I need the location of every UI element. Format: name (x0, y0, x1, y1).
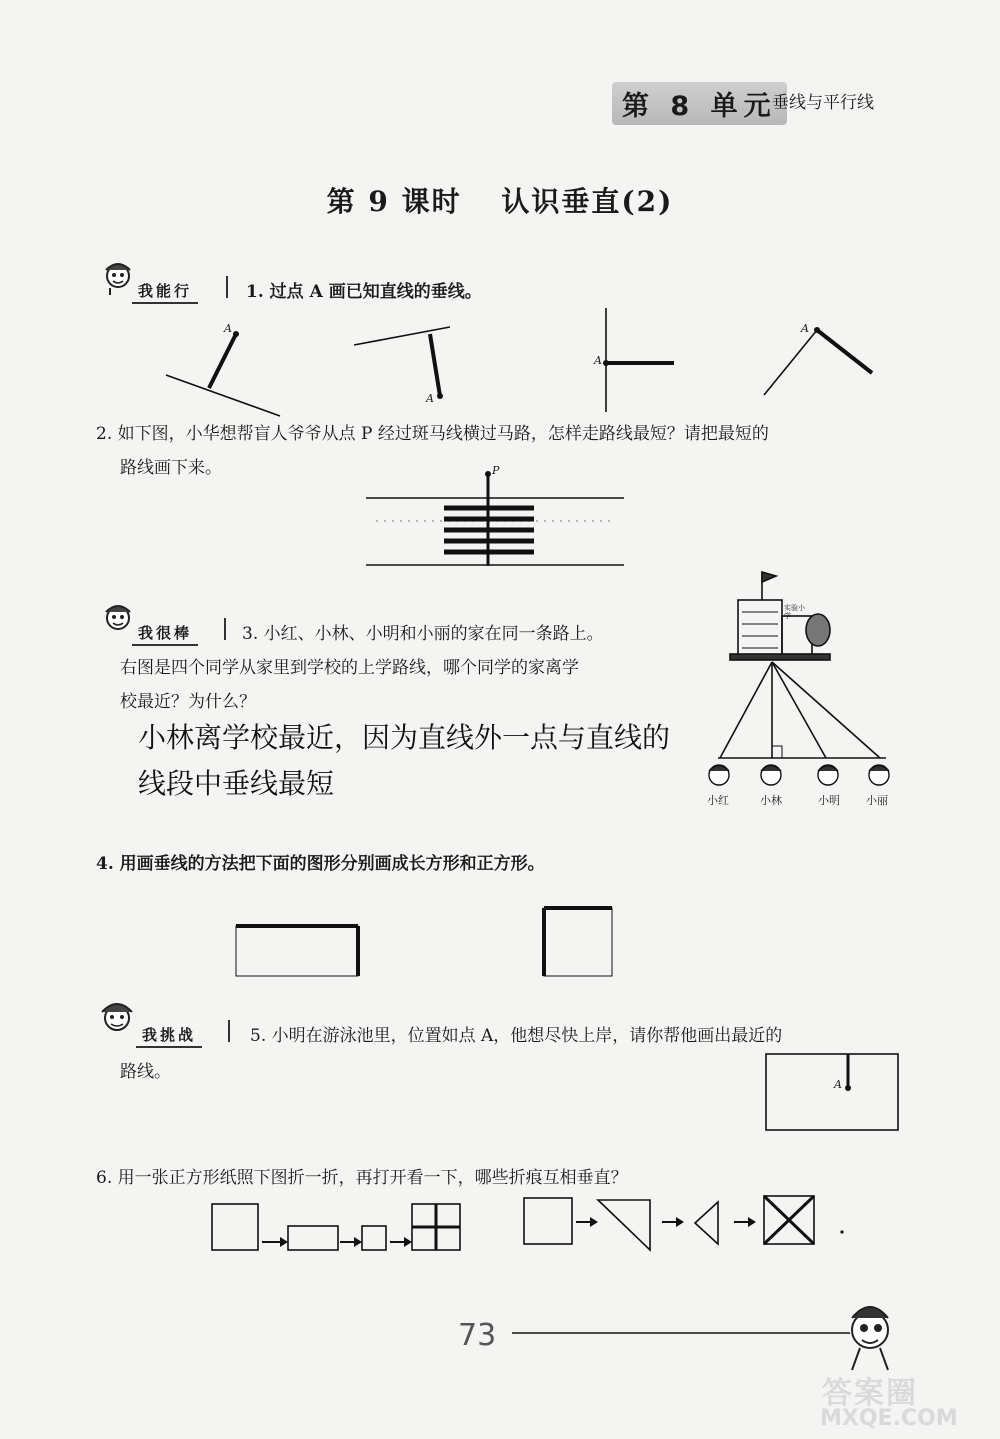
q1-point-a-label: A (224, 322, 232, 335)
question-3-line1: 3. 小红、小林、小明和小丽的家在同一条路上。 (242, 624, 604, 644)
q3-school-base (730, 654, 830, 660)
q1-fig4-answer-line (817, 330, 872, 373)
kid-name-xiaoming: 小明 (818, 794, 840, 807)
q6-seq2-triangle (598, 1200, 650, 1250)
q4-rectangle-target (236, 926, 358, 976)
q3-kid-faces (709, 765, 889, 785)
q1-fig1-given-line (166, 375, 280, 416)
kid-name-xiaoli: 小丽 (866, 794, 888, 807)
question-2-line1: 2. 如下图，小华想帮盲人爷爷从点 P 经过斑马线横过马路，怎样走路线最短？请把最短的 (96, 424, 769, 444)
q1-fig2-answer-line (430, 334, 440, 396)
question-1: 1. 过点 A 画已知直线的垂线。 (246, 282, 482, 302)
q6-seq2-square (524, 1198, 572, 1244)
footer-mascot-icon (852, 1307, 888, 1370)
watermark-url: MXQE.COM (820, 1406, 958, 1431)
lesson-number: 第 9 课时 (326, 185, 462, 218)
question-5-line1: 5. 小明在游泳池里，位置如点 A，他想尽快上岸，请你帮他画出最近的 (250, 1026, 783, 1046)
kid-name-xiaolin: 小林 (760, 794, 782, 807)
q1-point-a-label: A (801, 322, 809, 335)
unit-header: 第 8 单元 (612, 82, 787, 125)
question-3-line2: 右图是四个同学从家里到学校的上学路线，哪个同学的家离学 (120, 658, 579, 678)
q3-school-sign: 实验小学 (784, 604, 805, 620)
answer-q3-line2: 线段中垂线最短 (138, 767, 335, 800)
q5-pool (766, 1054, 898, 1130)
badge-level2: 我很棒 (132, 622, 198, 646)
q3-school-windows (742, 612, 778, 648)
answer-q3-line1: 小林离学校最近，因为直线外一点与直线的 (138, 721, 671, 754)
lesson-name: 认识垂直(2) (501, 185, 674, 218)
q3-path-xiaohong (720, 662, 772, 758)
question-3-line3: 校最近？为什么？ (120, 692, 256, 712)
q2-point-p-label: P (492, 464, 500, 477)
q1-point-a-label: A (594, 354, 602, 367)
q3-flag-icon (762, 572, 776, 582)
badge-level3: 我挑战 (136, 1024, 202, 1048)
q6-seq1-square (212, 1204, 258, 1250)
watermark-logo: 答案圈 (822, 1376, 918, 1411)
q3-right-angle-mark (772, 746, 782, 758)
q1-point-a-label: A (426, 392, 434, 405)
q5-point-a-label: A (834, 1078, 842, 1091)
q1-fig2-given-line (354, 327, 450, 345)
page-number: 73 (458, 1318, 497, 1353)
kid-name-xiaohong: 小红 (707, 794, 729, 807)
q1-fig4-given-line (764, 330, 817, 395)
badge-level1: 我能行 (132, 280, 198, 304)
q1-fig1-answer-line (209, 334, 236, 388)
q4-square-target (544, 908, 612, 976)
q6-seq2-small-triangle (695, 1202, 718, 1244)
question-5-line2: 路线。 (120, 1062, 171, 1082)
q3-path-xiaoming (772, 662, 826, 758)
question-6: 6. 用一张正方形纸照下图折一折，再打开看一下，哪些折痕互相垂直？ (96, 1168, 628, 1188)
q6-seq1-half (288, 1226, 338, 1250)
q6-arrows (262, 1217, 844, 1247)
question-2-line2: 路线画下来。 (120, 458, 222, 478)
q3-path-xiaoli (772, 662, 880, 758)
unit-subtitle: 垂线与平行线 (772, 93, 874, 113)
question-4: 4. 用画垂线的方法把下面的图形分别画成长方形和正方形。 (96, 854, 545, 874)
q6-seq1-quarter (362, 1226, 386, 1250)
